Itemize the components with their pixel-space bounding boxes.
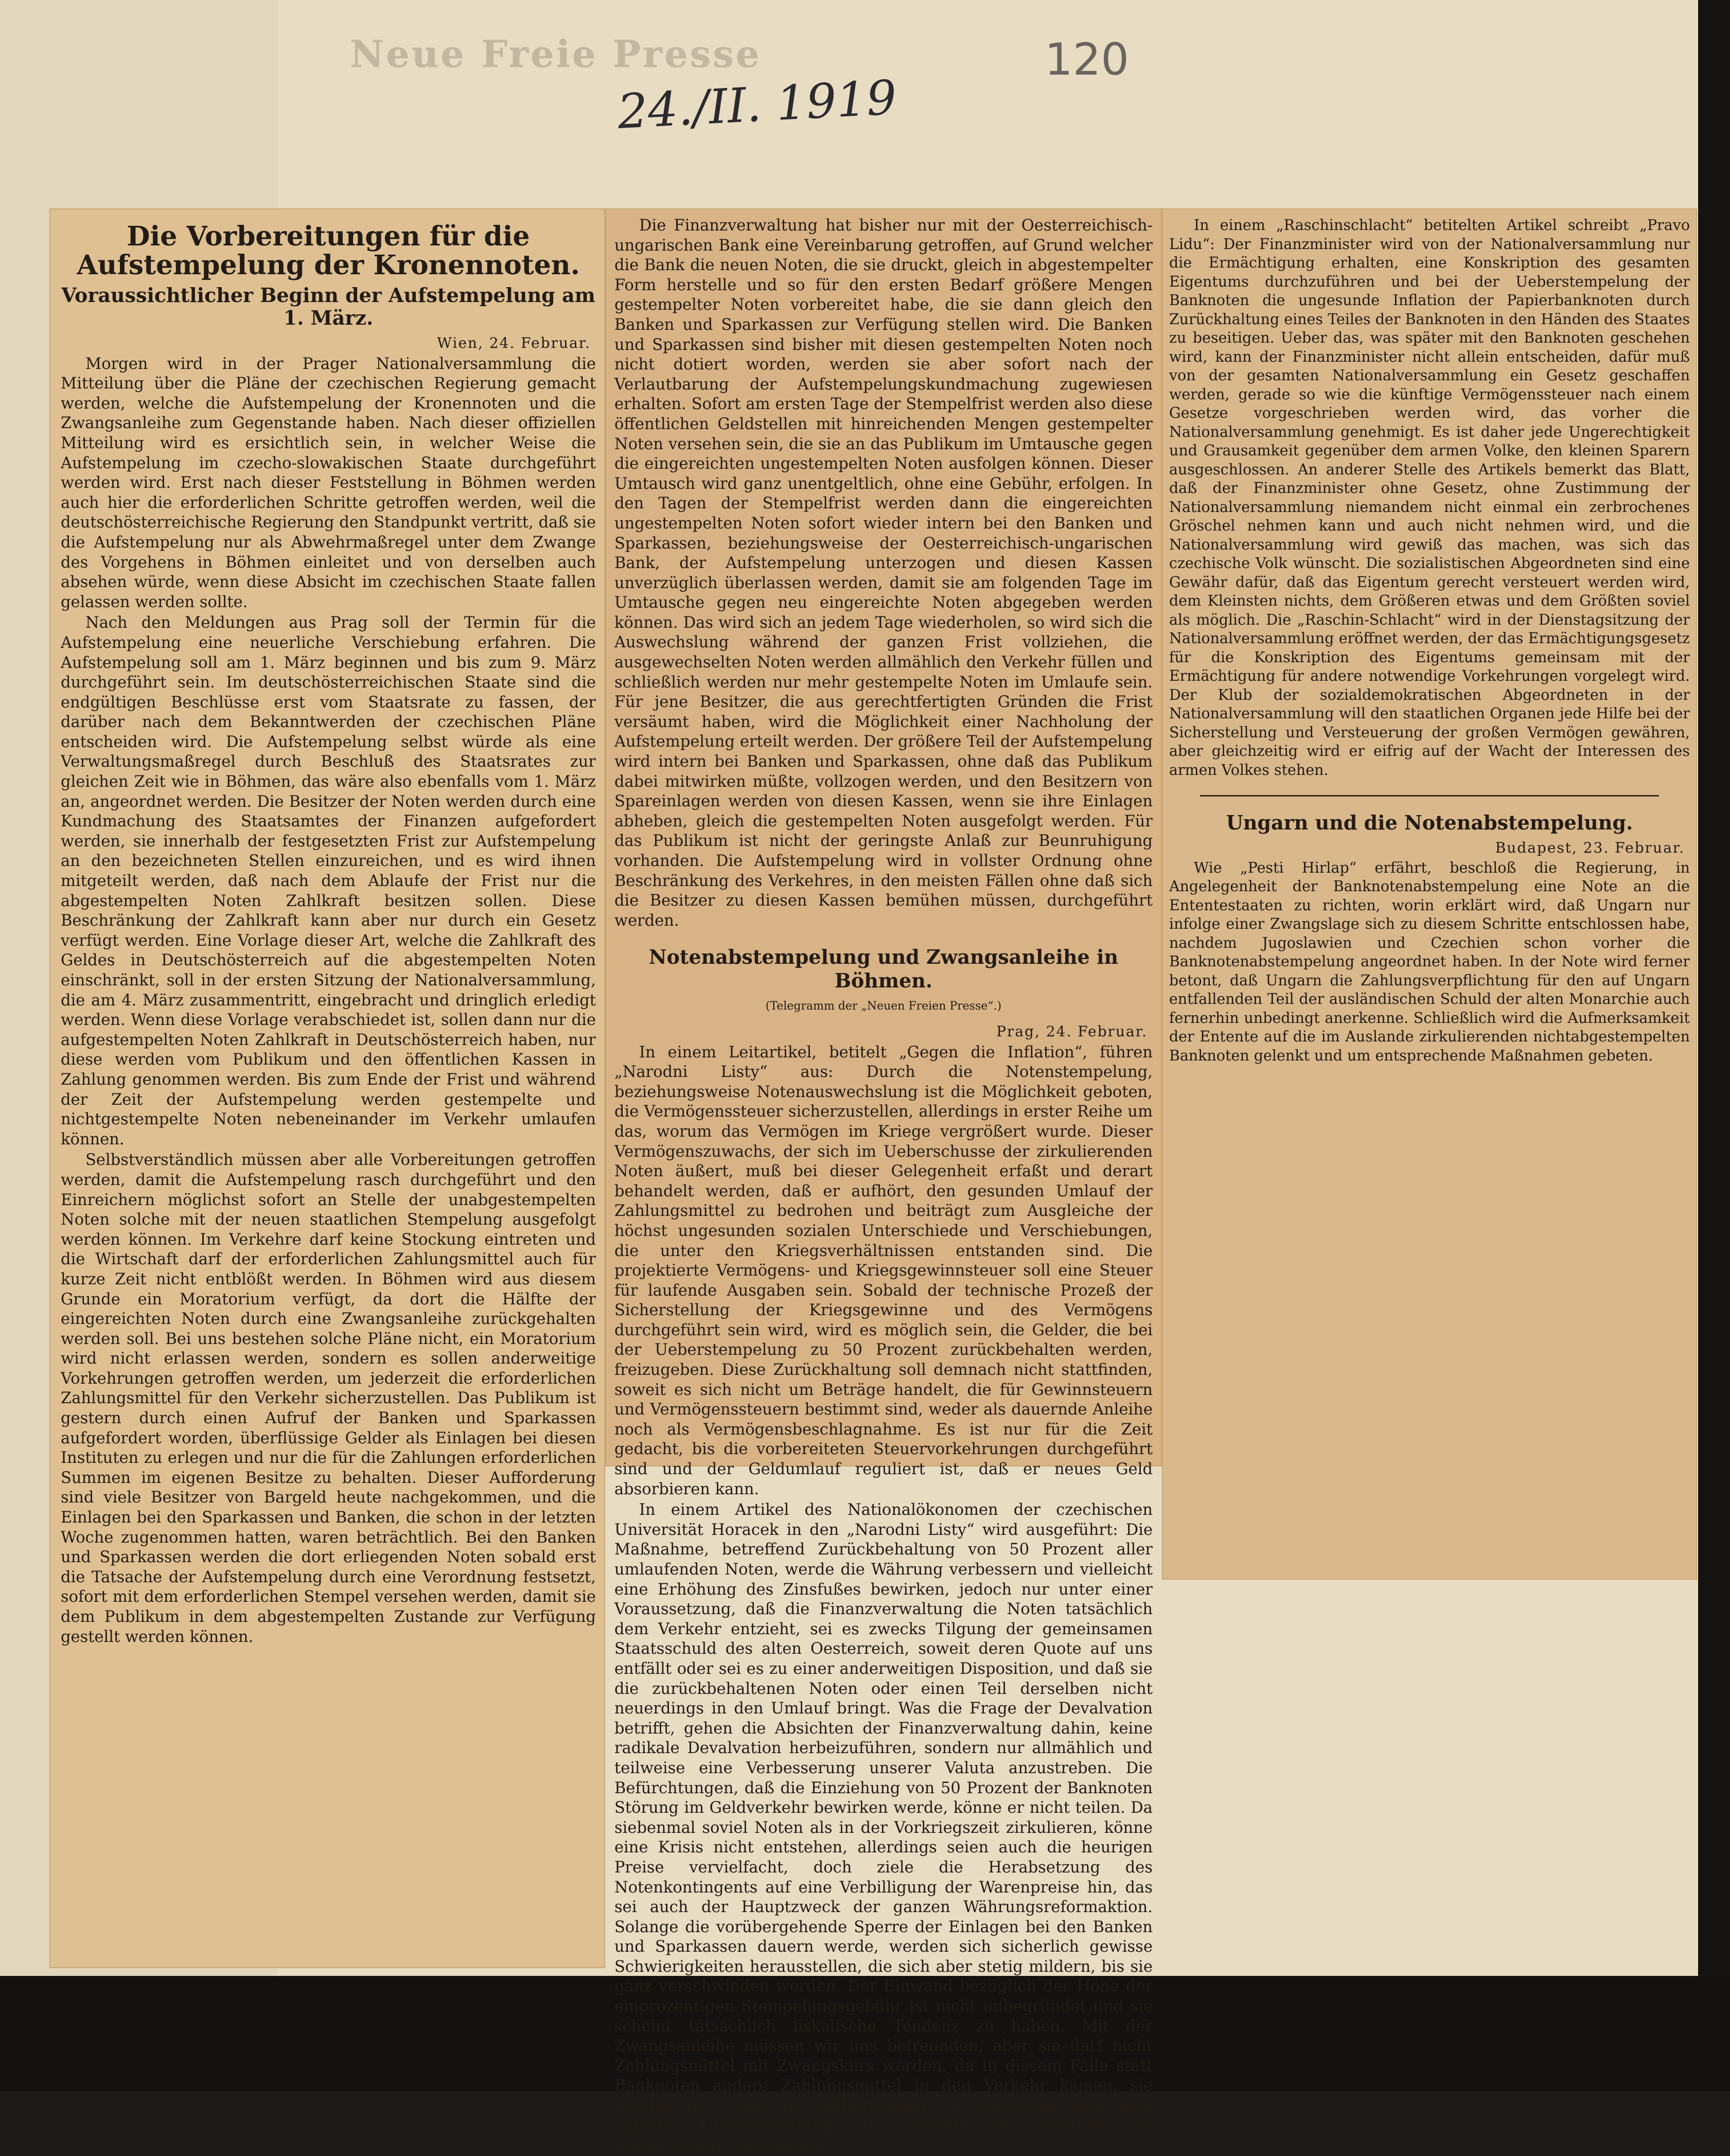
section-divider — [1200, 795, 1659, 797]
column-left — [61, 216, 596, 1966]
masthead-stamp: Neue Freie Presse — [350, 32, 762, 76]
article-paragraph: Wie „Pesti Hirlap“ erfährt, beschloß die Regierung, in Angelegenheit der Banknotenabstempelung eine Note an die Ententestaaten zu richten, worin erklärt wird, daß Ungarn nur infolge einer Zwangslage sich zu diesem Schritte entschlossen habe, nachdem Jugoslawien und Czechien schon vorher die Banknotenabstempelung angeordnet haben. In der Note wird ferner betont, daß Ungarn die Zahlungsverpflichtung für den auf Ungarn entfallenden Teil der ausländischen Schuld der alten Monarchie auch fernerhin unbedingt anerkenne. Schließlich wird die Aufmerksamkeit der Entente auf die im Auslande zirkulierenden nichtabgestempelten Banknoten gelenkt und um entsprechende Maßnahmen gebeten. — [1169, 859, 1690, 1064]
article-paragraph: Morgen wird in der Prager Nationalversammlung die Mitteilung über die Pläne der czechischen Regierung gemacht werden, welche die Aufstempelung der Kronennoten und die Zwangsanleihe zum Gegenstande haben. Nach dieser offiziellen Mitteilung wird es ersichtlich sein, in welcher Weise die Aufstempelung im czecho-slowakischen Staate durchgeführt werden wird. Erst nach dieser Feststellung in Böhmen werden auch hier die erforderlichen Schritte getroffen werden, weil die deutschösterreichische Regierung den Standpunkt vertritt, daß sie die Aufstempelung nur als Abwehrmaßregel unter dem Zwange des Vorgehens in Böhmen einleitet und von derselben auch absehen würde, wenn diese Absicht im czechischen Staate fallen gelassen werden sollte. — [61, 355, 596, 611]
article-paragraph: Selbstverständlich müssen aber alle Vorbereitungen getroffen werden, damit die Aufstempelung rasch durchgeführt und den Einreichern möglichst sofort an Stelle der unabgestempelten Noten solche mit der neuen staatlichen Stempelung ausgefolgt werden können. Im Verkehre darf keine Stockung eintreten und die Wirtschaft darf der erforderlichen Zahlungsmittel auch für kurze Zeit nicht entblößt werden. In Böhmen wird aus diesem Grunde ein Moratorium verfügt, da dort die Hälfte der eingereichten Noten durch eine Zwangsanleihe zurückgehalten werden soll. Bei uns bestehen solche Pläne nicht, ein Moratorium wird nicht erlassen werden, sondern es sollen anderweitige Vorkehrungen getroffen werden, um jederzeit die erforderlichen Zahlungsmittel für den Verkehr sicherzustellen. Das Publikum ist gestern durch einen Aufruf der Banken und Sparkassen aufgefordert worden, überflüssige Gelder als Einlagen bei diesen Instituten zu erlegen und nur die für die Zahlungen erforderlichen Summen im eigenen Besitze zu behalten. Dieser Aufforderung sind viele Besitzer von Bargeld heute nachgekommen, und die Einlagen bei den Sparkassen und Banken, die schon in der letzten Woche zugenommen hatten, waren beträchtlich. Bei den Banken und Sparkassen werden die dort erliegenden Noten sobald erst die Tatsache der Aufstempelung durch eine Verordnung festsetzt, sofort mit dem erforderlichen Stempel versehen werden, damit sie dem Publikum in dem abgestempelten Zustande zur Verfügung gestellt werden können. — [61, 1151, 596, 1646]
article-paragraph: In einem Artikel des Nationalökonomen der czechischen Universität Horacek in den „Narodni Listy“ wird ausgeführt: Die Maßnahme, betreffend Zurückbehaltung von 50 Prozent aller umlaufenden Noten, werde die Währung verbessern und vielleicht eine Erhöhung des Zinsfußes bewirken, jedoch nur unter einer Voraussetzung, daß die Finanzverwaltung die Noten tatsächlich dem Verkehr entzieht, sei es zwecks Tilgung der gemeinsamen Staatsschuld des alten Oesterreich, soweit deren Quote auf uns entfällt oder sei es zu einer anderweitigen Disposition, und daß sie die zurückbehaltenen Noten oder einen Teil derselben nicht neuerdings in den Umlauf bringt. Was die Frage der Devalvation betrifft, gehen die Absichten der Finanzverwaltung dahin, keine radikale Devalvation herbeizuführen, sondern nur allmählich und teilweise eine Verbesserung unserer Valuta anzustreben. Die Befürchtungen, daß die Einziehung von 50 Prozent der Banknoten Störung im Geldverkehr bewirken werde, könne er nicht teilen. Da siebenmal soviel Noten als in der Vorkriegszeit zirkulieren, könne eine Krisis nicht entstehen, allerdings seien auch die heurigen Preise vervielfacht, doch ziele die Herabsetzung des Notenkontingents auf eine Verbilligung der Warenpreise hin, das sei auch der Hauptzweck der ganzen Währungsreformaktion. Solange die vorübergehende Sperre der Einlagen bei den Banken und Sparkassen dauern werde, werden sich sicherlich gewisse Schwierigkeiten herausstellen, die sich aber stetig mildern, bis sie ganz verschwinden werden. Der Einwand bezüglich der Höhe der einprozentigen Stempelungsgebühr ist nicht unbegründet und sie scheint tatsächlich fiskalische Tendenz zu haben. Mit der Zwangsanleihe müssen wir uns befreunden, aber sie darf nicht Zahlungsmittel mit Zwangskurs werden, da in diesem Falle statt Banknoten andere Zahlungsmittel in den Verkehr kämen, sie werden also staatliche unübertragbare Schuldscheine sein ohne jegliche Kursentwicklung. Man könnte sie eventuell zur Steuerzahlung verwenden. — [614, 1501, 1153, 2155]
telegram-note: (Telegramm der „Neuen Freien Presse“.) — [765, 1000, 1002, 1013]
article-subheadline: Voraussichtlicher Beginn der Aufstempelung am 1. März. — [61, 284, 595, 329]
column-right — [1169, 216, 1690, 1577]
handwritten-archive-number: 120 — [1045, 34, 1129, 85]
section-dateline: Prag, 24. Februar. — [996, 1022, 1148, 1040]
section-dateline: Budapest, 23. Februar. — [1495, 839, 1685, 856]
article-headline: Die Vorbereitungen für die Aufstempelung der Kronennoten. — [77, 221, 580, 281]
section-headline: Ungarn und die Notenabstempelung. — [1226, 811, 1633, 834]
article-paragraph: Nach den Meldungen aus Prag soll der Termin für die Aufstempelung eine neuerliche Verschiebung erfahren. Die Aufstempelung soll am 1. März beginnen und bis zum 9. März durchgeführt sein. Im deutschösterreichischen Staate sind die endgültigen Beschlüsse erst vom Staatsrate zu fassen, der darüber nach dem Bekanntwerden der czechischen Pläne entscheiden wird. Die Aufstempelung selbst würde als eine Verwaltungsmaßregel durch Beschluß des Staatsrates zur gleichen Zeit wie in Böhmen, das wäre also ebenfalls vom 1. März an, angeordnet werden. Die Besitzer der Noten werden durch eine Kundmachung des Staatsamtes der Finanzen aufgefordert werden, sie innerhalb der festgesetzten Frist zur Aufstempelung an den bezeichneten Stellen einzureichen, und es wird ihnen mitgeteilt werden, daß nach dem Ablaufe der Frist nur die abgestempelten Noten Zahlkraft besitzen sollen. Diese Beschränkung der Zahlkraft kann aber nur durch ein Gesetz verfügt werden. Eine Vorlage dieser Art, welche die Zahlkraft des Geldes in Deutschösterreich auf die abgestempelten Noten einschränkt, soll in der ersten Sitzung der Nationalversammlung, die am 4. März zusammentritt, eingebracht und dringlich erledigt werden. Wenn diese Vorlage verabschiedet ist, sollen dann nur die aufgestempelten Noten Zahlkraft in Deutschösterreich haben, nur diese werden vom Publikum und den öffentlichen Kassen in Zahlung genommen werden. Bis zum Ende der Frist und während der Zeit der Aufstempelung werden gestempelte und nichtgestempelte Noten nebeneinander im Verkehr umlaufen können. — [61, 614, 596, 1148]
article-paragraph: In einem „Raschinschlacht“ betitelten Artikel schreibt „Pravo Lidu“: Der Finanzminister wird von der Nationalversammlung nur die Ermächtigung erhalten, eine Konskription des gesamten Eigentums durchzuführen und bei der Ueberstempelung der Banknoten die ungesunde Inflation der Papierbanknoten durch Zurückhaltung eines Teiles der Banknoten in den Händen des Staates zu beseitigen. Ueber das, was später mit den Banknoten geschehen wird, kann der Finanzminister nicht allein entscheiden, dafür muß von der gesamten Nationalversammlung ein Gesetz geschaffen werden, gerade so wie die künftige Vermögenssteuer nach einem Gesetze vorgeschrieben werden wird, das vorher die Nationalversammlung genehmigt. Es ist daher jede Ungerechtigkeit und Grausamkeit gegenüber dem armen Volke, den kleinen Sparern ausgeschlossen. An anderer Stelle des Artikels bemerkt das Blatt, daß der Finanzminister ohne Gesetz, ohne Zustimmung der Nationalversammlung niemandem nicht einmal ein zerbrochenes Gröschel nehmen kann und auch nicht nehmen wird, und die Nationalversammlung wird gewiß das machen, was sich das czechische Volk wünscht. Die sozialistischen Abgeordneten sind eine Gewähr dafür, daß das Eigentum gerecht versteuert werden wird, dem Kleinsten nichts, dem Größeren etwas und dem Größten soviel als möglich. Die „Raschin-Schlacht“ wird in der Dienstagsitzung der Nationalversammlung eröffnet werden, der das Ermächtigungsgesetz für die Konskription des Eigentums gemeinsam mit der Ermächtigung für andere notwendige Vorkehrungen vorgelegt wird. Der Klub der sozialdemokratischen Abgeordneten in der Nationalversammlung will den staatlichen Organen jede Hilfe bei der Sicherstellung und Versteuerung der großen Vermögen gewähren, aber gleichzeitig wird er eifrig auf der Wacht der Interessen des armen Volkes stehen. — [1169, 217, 1690, 779]
handwritten-date: 24./II. 1919 — [616, 69, 898, 140]
article-paragraph: Die Finanzverwaltung hat bisher nur mit der Oesterreichisch-ungarischen Bank eine Vereinbarung getroffen, auf Grund welcher die Bank die neuen Noten, die sie druckt, gleich in abgestempelter Form herstelle und so für den ersten Bedarf größere Mengen gestempelter Noten vorbereitet habe, die sie dann gleich den Banken und Sparkassen zur Verfügung stellen wird. Die Banken und Sparkassen sind bisher mit diesen gestempelten Noten noch nicht dotiert worden, werden sie aber sofort nach der Verlautbarung der Aufstempelungskundmachung zugewiesen erhalten. Sofort am ersten Tage der Stempelfrist werden also diese öffentlichen Geldstellen mit hinreichenden Mengen gestempelter Noten versehen sein, die sie an das Publikum im Umtausche gegen die eingereichten ungestempelten Noten ausfolgen können. Dieser Umtausch wird ganz unentgeltlich, ohne eine Gebühr, erfolgen. In den Tagen der Stempelfrist werden dann die eingereichten ungestempelten Noten sofort wieder intern bei den Banken und Sparkassen, beziehungsweise der Oesterreichisch-ungarischen Bank, der Aufstempelung unterzogen und diesen Kassen unverzüglich überlassen werden, damit sie am folgenden Tage im Umtausche gegen neu eingereichte Noten abgegeben werden können. Das wird sich an jedem Tage wiederholen, so wird sich die Auswechslung während der ganzen Frist vollziehen, die ausgewechselten Noten werden allmählich den Verkehr füllen und schließlich werden nur mehr gestempelte Noten im Umlaufe sein. Für jene Besitzer, die aus gerechtfertigten Gründen die Frist versäumt haben, wird die Möglichkeit einer Nachholung der Aufstempelung erteilt werden. Der größere Teil der Aufstempelung wird intern bei Banken und Sparkassen, ohne daß das Publikum dabei mitwirken müßte, vollzogen werden, und den Besitzern von Spareinlagen werden von diesen Kassen, wenn sie ihre Einlagen abheben, gleich die gestempelten Noten ausgefolgt werden. Für das Publikum ist nicht der geringste Anlaß zur Beunruhigung vorhanden. Die Aufstempelung wird in vollster Ordnung ohne Beschränkung des Verkehres, in den meisten Fällen ohne daß sich die Besitzer zu diesen Kassen bemühen müssen, durchgeführt werden. — [614, 217, 1153, 930]
column-middle — [614, 216, 1153, 2155]
article-paragraph: In einem Leitartikel, betitelt „Gegen die Inflation“, führen „Narodni Listy“ aus: Durch die Notenstempelung, beziehungsweise Notenauswechslung ist die Möglichkeit geboten, die Vermögenssteuer sicherzustellen, allerdings in erster Reihe um das, worum das Vermögen im Kriege vergrößert wurde. Dieser Vermögenszuwachs, der sich im Ueberschusse der zirkulierenden Noten äußert, muß bei dieser Gelegenheit erfaßt und derart behandelt werden, daß er aufhört, den gesunden Umlauf der Zahlungsmittel zu bedrohen und beiträgt zum Ausgleiche der höchst ungesunden sozialen Unterschiede und Verschiebungen, die unter den Kriegsverhältnissen entstanden sind. Die projektierte Vermögens- und Kriegsgewinnsteuer soll eine Steuer für laufende Ausgaben sein. Sobald der technische Prozeß der Sicherstellung der Kriegsgewinne und des Vermögens durchgeführt sein wird, wird es möglich sein, die Gelder, die bei der Ueberstempelung zu 50 Prozent zurückbehalten werden, freizugeben. Diese Zurückhaltung soll demnach nicht stattfinden, soweit es sich nicht um Beträge handelt, die für Gewinnsteuern und Vermögenssteuern bestimmt sind, weder als dauernde Anleihe noch als Vermögensbeschlagnahme. Es ist nur für die Zeit gedacht, bis die vorbereiteten Steuervorkehrungen durchgeführt sind und der Geldumlauf reguliert ist, daß er neues Geld absorbieren kann. — [614, 1043, 1153, 1498]
scan-edge — [1698, 0, 1730, 2091]
section-headline: Notenabstempelung und Zwangsanleihe in Böhmen. — [648, 945, 1119, 993]
article-dateline: Wien, 24. Februar. — [437, 334, 591, 351]
